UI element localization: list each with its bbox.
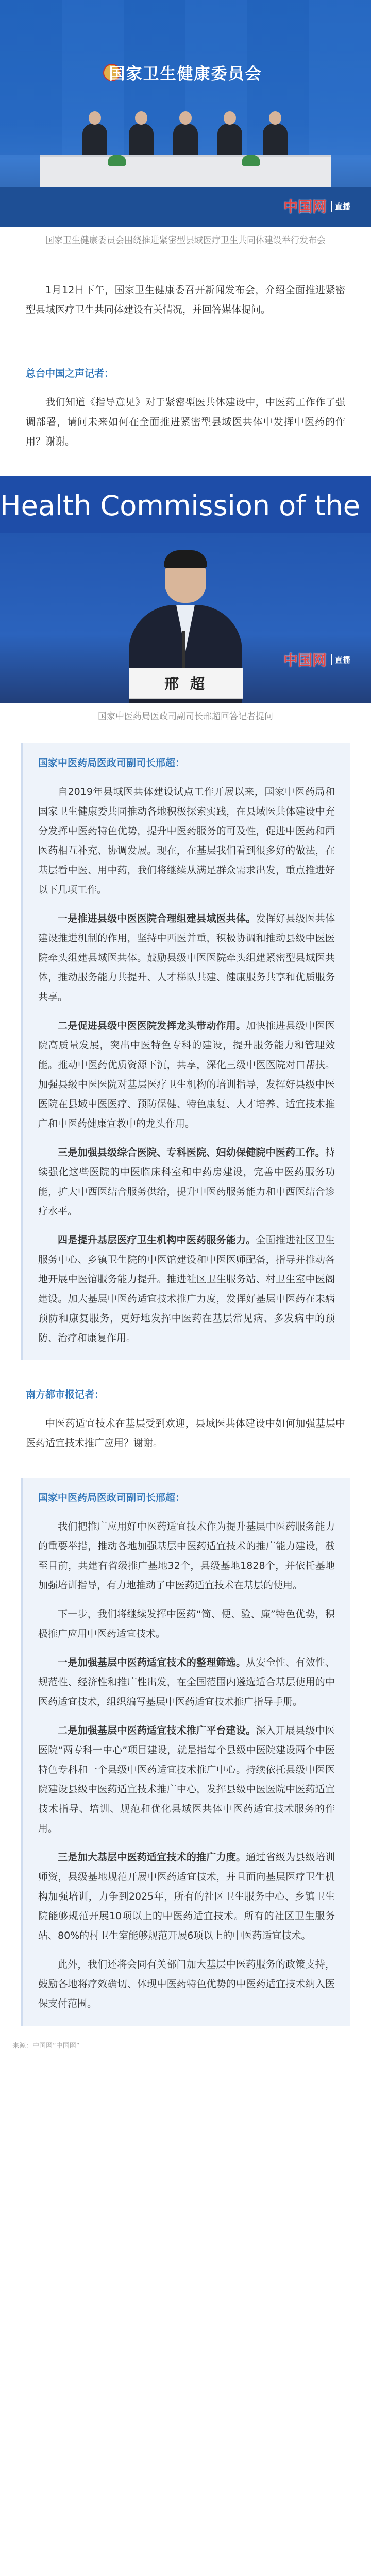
- china-net-watermark: [283, 196, 350, 216]
- answer2-panel: [21, 1478, 350, 2026]
- point-text: 通过省级为县级培训师资，县级基地规范开展中医药适宜技术，并且面向基层医疗卫生机构加强培训，力争到2025年，所有的社区卫生服务中心、乡镇卫生院能够规范开展10项以上的中医药适宜技术。所有的社区卫生服务站、80%的村卫生室能够规范开展6项以上的中医药适宜技术。: [38, 1852, 335, 1941]
- speaker-photo: [0, 476, 371, 703]
- answer1-point: [38, 1143, 335, 1221]
- answer2-paragraph: 此外，我们还将会同有关部门加大基层中医药服务的政策支持，鼓励各地将疗效确切、体现中医药特色优势的中医药适宜技术纳入医保支付范围。: [38, 1959, 335, 2009]
- source-footer: 来源：中国网“中国网”: [12, 2042, 80, 2050]
- point-heading: 一是推进县级中医医院合理组建县域医共体。: [58, 913, 256, 924]
- speaker-figure: [129, 124, 154, 157]
- answer2-speaker: 国家中医药局医政司副司长邢超：: [38, 1492, 185, 1503]
- answer2-point: [38, 1653, 335, 1711]
- point-text: 发挥好县级医共体建设推进机制的作用，坚持中西医并重，积极协调和推动县级中医医院牵头组建县域医共体。鼓励县级中医医院牵头组建紧密型县域医共体，推动服务能力共提升、人才梯队共建、健康服务共享和优质服务共享。: [38, 913, 335, 1003]
- question1-text: 我们知道《指导意见》对于紧密型医共体建设中，中医药工作作了强调部署，请问未来如何在全面推进紧密型县域医共体中发挥中医药的作用？谢谢。: [26, 397, 345, 447]
- answer2-point: [38, 1848, 335, 1945]
- point-heading: 三是加强县级综合医院、专科医院、妇幼保健院中医药工作。: [58, 1147, 325, 1158]
- question2-reporter: 南方都市报记者：: [26, 1389, 105, 1400]
- point-text: 加快推进县级中医医院高质量发展，突出中医特色专科的建设，提升服务能力和管理效能。推动中医药优质资源下沉，共享，深化三级中医医院对口帮扶。加强县级中医医院对基层医疗卫生机构的培训指导，发挥好县级中医医院在县域中医医疗、预防保健、特色康复、人才培养、适宜技术推广和中医药健康宣教中的龙头作用。: [38, 1020, 335, 1129]
- point-text: 深入开展县级中医医院“两专科一中心”项目建设，就是指每个县级中医院建设两个中医特色专科和一个县级中医药适宜技术推广中心。持续依托县级中医医院建设县级中医药适宜技术推广中心，发挥县级中医医院中医药适宜技术指导、培训、规范和优化县域医共体中医药适宜技术服务的作用。: [38, 1725, 335, 1834]
- point-heading: 二是加强基层中医药适宜技术推广平台建设。: [58, 1725, 256, 1736]
- point-text: 持续强化这些医院的中医临床科室和中药房建设，完善中医药服务功能，扩大中西医结合服务供给，提升中医药服务能力和中西医结合诊疗水平。: [38, 1147, 335, 1217]
- photo2-caption: 国家中医药局医政司副司长邢超回答记者提问: [98, 711, 273, 722]
- answer2-paragraph: 我们把推广应用好中医药适宜技术作为提升基层中医药服务能力的重要举措，推动各地加强基层中医药适宜技术的推广能力建设，截至目前，共建有省级推广基地32个，县级基地1828个，并依托基地加强培训指导，有力地推动了中医药适宜技术在基层的使用。: [38, 1521, 335, 1591]
- backdrop-english-text: Health Commission of the: [0, 489, 360, 522]
- answer2-paragraph: 下一步，我们将继续发挥中医药“简、便、验、廉”特色优势，积极推广应用中医药适宜技术。: [38, 1608, 335, 1639]
- speaker-figure: [82, 124, 107, 157]
- point-heading: 三是加大基层中医药适宜技术的推广力度。: [58, 1852, 246, 1863]
- speaker-nameplate: 邢 超: [129, 668, 243, 699]
- intro-paragraph: 1月12日下午，国家卫生健康委召开新闻发布会，介绍全面推进紧密型县域医疗卫生共同体建设有关情况，并回答媒体提问。: [26, 284, 345, 315]
- answer1-point: [38, 1016, 335, 1133]
- point-heading: 一是加强基层中医药适宜技术的整理筛选。: [58, 1657, 246, 1668]
- microphone: [182, 631, 185, 670]
- conference-banner: 国家卫生健康委员会: [109, 65, 262, 83]
- answer1-speaker: 国家中医药局医政司副司长邢超：: [38, 757, 185, 769]
- conference-table: [40, 155, 331, 189]
- china-net-logo-icon: 中国网: [283, 652, 327, 669]
- speaker-figure: [263, 124, 288, 157]
- point-text: 全面推进社区卫生服务中心、乡镇卫生院的中医馆建设和中医医师配备，指导并推动各地开展中医馆服务能力提升。推进社区卫生服务站、村卫生室中医阁建设。加大基层中医药适宜技术推广力度，发挥好基层中医药在未病预防和康复服务，更好地发挥中医药在基层常见病、多发病中的预防、治疗和康复作用。: [38, 1234, 335, 1344]
- table-flowers: [242, 155, 260, 166]
- answer1-panel: [21, 743, 350, 1360]
- speaker-figure: [217, 124, 242, 157]
- speaker-figure: [173, 124, 198, 157]
- press-conference-photo: [0, 0, 371, 227]
- watermark-live-label: 直播: [331, 201, 350, 212]
- watermark-live-label: 直播: [331, 654, 350, 665]
- question2-text: 中医药适宜技术在基层受到欢迎，县域医共体建设中如何加强基层中医药适宜技术推广应用？谢谢。: [26, 1418, 345, 1449]
- point-heading: 四是提升基层医疗卫生机构中医药服务能力。: [58, 1234, 256, 1246]
- answer1-point: [38, 909, 335, 1007]
- table-flowers: [108, 155, 126, 166]
- point-heading: 二是促进县级中医医院发挥龙头带动作用。: [58, 1020, 246, 1031]
- china-net-logo-icon: 中国网: [283, 198, 327, 215]
- answer2-point: [38, 1721, 335, 1838]
- question1-reporter: 总台中国之声记者：: [26, 368, 114, 379]
- answer1-point: [38, 1230, 335, 1348]
- photo1-caption: 国家卫生健康委员会围绕推进紧密型县域医疗卫生共同体建设举行发布会: [45, 235, 326, 246]
- answer1-paragraph: 自2019年县域医共体建设试点工作开展以来，国家中医药局和国家卫生健康委共同推动各地积极探索实践，在县域医共体建设中充分发挥中医药特色优势，提升中医药服务的可及性，促进中医药和西医药相互补充、协调发展。现在，在基层我们看到很多好的做法，在基层看中医、用中药，我们将继续从满足群众需求出发，重点推进好以下几项工作。: [38, 786, 335, 895]
- point-text: 从安全性、有效性、规范性、经济性和推广性出发，在全国范围内遴选适合基层使用的中医药适宜技术，组织编写基层中医药适宜技术推广指导手册。: [38, 1657, 335, 1707]
- china-net-watermark: [283, 649, 350, 670]
